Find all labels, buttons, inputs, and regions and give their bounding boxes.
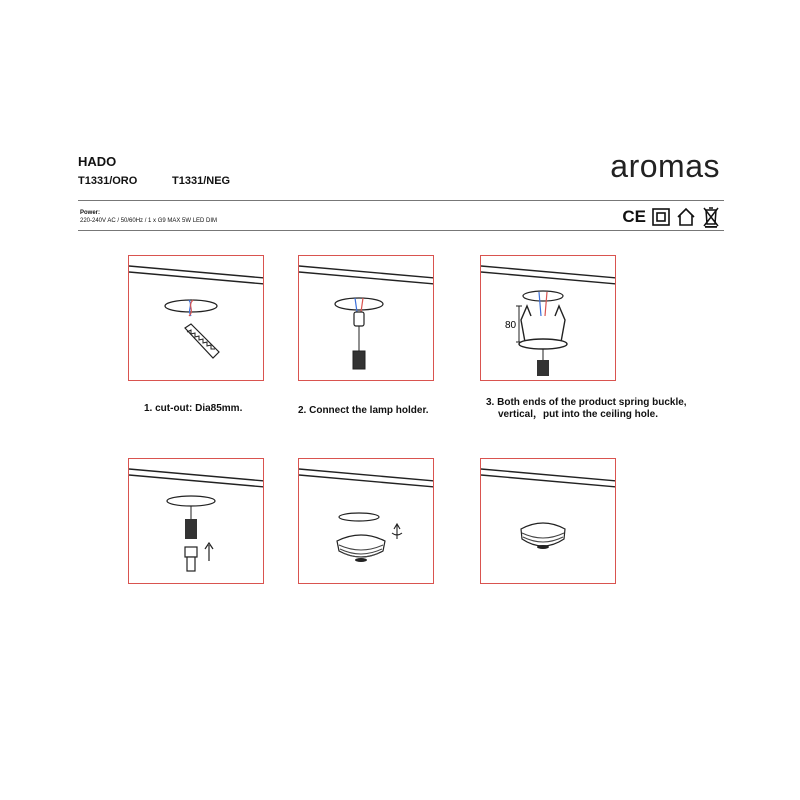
product-name: HADO (78, 154, 117, 169)
lamp-holder (353, 351, 365, 369)
indoor-use-icon (676, 207, 696, 227)
step-2-panel (298, 255, 434, 381)
step-6-panel (480, 458, 616, 584)
ceiling-edge (129, 469, 264, 487)
step-2-caption: 2. Connect the lamp holder. (298, 405, 429, 416)
ceiling-hole (167, 496, 215, 506)
step-4-panel (128, 458, 264, 584)
product-code-black: T1331/NEG (172, 175, 231, 187)
lamp-holder (185, 519, 197, 539)
step-1-panel (128, 255, 264, 381)
step-5-panel (298, 458, 434, 584)
class-ii-icon (652, 208, 670, 226)
step-1-caption: 1. cut-out: Dia85mm. (144, 403, 243, 414)
spring-left (521, 306, 531, 342)
product-code-gold: T1331/ORO (78, 175, 138, 187)
rotate-arrow-icon (392, 524, 402, 539)
ceiling-edge (129, 266, 264, 284)
brand-logo: aromas (610, 148, 720, 184)
arrow-up-icon (205, 543, 213, 561)
step-3-panel (480, 255, 616, 381)
wire-red (545, 292, 547, 316)
installed-lamp-icon (521, 523, 565, 549)
lamp-holder (537, 360, 549, 376)
saw-icon (185, 324, 219, 358)
spring-right (555, 306, 565, 342)
ceiling-hole (523, 291, 563, 301)
ceiling-ring (339, 513, 379, 521)
dimension-label: 80 (505, 320, 517, 331)
ceiling-edge (299, 266, 434, 284)
ceiling-edge (481, 266, 616, 284)
terminal-block (354, 312, 364, 326)
power-label: Power: (80, 210, 101, 216)
g9-bulb-icon (185, 547, 197, 571)
certification-icons (622, 206, 720, 228)
ce-mark-icon: CE (622, 207, 646, 226)
ceiling-edge (481, 469, 616, 487)
power-spec: 220-240V AC / 50/60Hz / 1 x G9 MAX 5W LED DIM (80, 218, 218, 224)
header-divider (78, 200, 724, 201)
lamp-shade-icon (337, 535, 385, 562)
step-3-caption: 3. Both ends of the product spring buckle, (486, 397, 687, 408)
wire-blue (539, 292, 541, 316)
mounting-ring (519, 339, 567, 349)
spec-divider (78, 230, 724, 231)
ceiling-edge (299, 469, 434, 487)
ceiling-hole (335, 298, 383, 310)
weee-bin-icon (702, 206, 720, 228)
step-3-caption-line2: vertical，put into the ceiling hole. (498, 409, 659, 420)
